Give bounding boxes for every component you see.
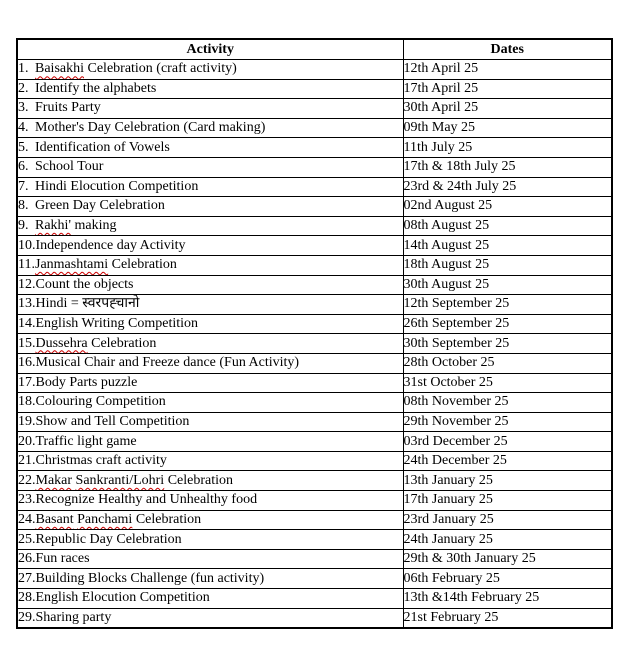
date-cell: 24th December 25 [403, 451, 612, 471]
activity-cell [17, 216, 403, 236]
activity-text: Identify the alphabets [35, 80, 157, 96]
activity-cell [17, 549, 403, 569]
row-number: 10. [18, 237, 36, 253]
activity-text: Christmas craft activity [35, 453, 167, 469]
activity-text-misspelled: Rakhi' [35, 218, 71, 234]
activity-text: Celebration (craft activity) [84, 61, 237, 77]
date-cell: 09th May 25 [403, 118, 612, 138]
table-row [17, 99, 612, 119]
activity-text-misspelled: Panchami [77, 511, 133, 527]
activity-text: Recognize Healthy and Unhealthy food [35, 492, 258, 508]
activity-text: Green Day Celebration [35, 198, 165, 214]
row-number: 16. [18, 355, 36, 371]
activity-text: Independence day Activity [35, 237, 186, 253]
table-header [17, 39, 612, 60]
activity-cell [17, 236, 403, 256]
activity-text: School Tour [35, 159, 104, 175]
activity-text: Count the objects [35, 276, 134, 292]
activity-text: Building Blocks Challenge (fun activity) [35, 570, 265, 586]
activity-cell [17, 157, 403, 177]
activity-text: Hindi Elocution Competition [35, 178, 199, 194]
activity-cell [17, 373, 403, 393]
activity-cell [17, 197, 403, 217]
activity-column-header: Activity [17, 39, 403, 60]
date-cell: 31st October 25 [403, 373, 612, 393]
activity-text: Republic Day Celebration [35, 531, 182, 547]
table-row [17, 138, 612, 158]
activity-text: Hindi = स्वरपह्चानो [35, 296, 140, 312]
activity-cell [17, 589, 403, 609]
activity-text: Celebration [87, 335, 157, 351]
table-row [17, 412, 612, 432]
activity-text: Celebration [108, 257, 177, 273]
activity-cell [17, 275, 403, 295]
row-number: 17. [18, 374, 36, 390]
dates-column-header: Dates [403, 39, 612, 60]
row-number: 5. [18, 139, 29, 155]
table-row [17, 491, 612, 511]
date-cell: 28th October 25 [403, 353, 612, 373]
activity-cell [17, 79, 403, 99]
row-number: 27. [18, 570, 36, 586]
date-cell: 11th July 25 [403, 138, 612, 158]
activity-cell [17, 451, 403, 471]
row-number: 2. [18, 80, 29, 96]
row-number: 26. [18, 551, 36, 567]
table-row [17, 216, 612, 236]
activity-cell [17, 569, 403, 589]
date-cell: 08th November 25 [403, 393, 612, 413]
row-number: 20. [18, 433, 36, 449]
activity-text: Musical Chair and Freeze dance (Fun Activity) [35, 355, 300, 371]
row-number: 7. [18, 178, 29, 194]
activity-cell [17, 608, 403, 628]
activity-text: Celebration [132, 511, 202, 527]
date-cell: 29th November 25 [403, 412, 612, 432]
table-row [17, 334, 612, 354]
table-row [17, 471, 612, 491]
date-cell: 02nd August 25 [403, 197, 612, 217]
table-row [17, 255, 612, 275]
row-number: 29. [18, 609, 36, 625]
document-page [16, 38, 613, 629]
activity-text-misspelled: Janmashtami [35, 257, 109, 273]
date-cell: 12th September 25 [403, 295, 612, 315]
row-number: 3. [18, 100, 29, 116]
activity-cell [17, 177, 403, 197]
activity-text-misspelled: Baisakhi [35, 61, 84, 77]
activity-cell [17, 295, 403, 315]
date-cell: 30th April 25 [403, 99, 612, 119]
date-cell: 17th January 25 [403, 491, 612, 511]
activity-text: Body Parts puzzle [35, 374, 138, 390]
activity-text: Celebration [164, 472, 234, 488]
date-cell: 30th August 25 [403, 275, 612, 295]
activity-cell [17, 255, 403, 275]
date-cell: 17th April 25 [403, 79, 612, 99]
row-number: 11. [18, 257, 35, 273]
row-number: 12. [18, 276, 36, 292]
row-number: 22. [18, 472, 36, 488]
date-cell: 13th &14th February 25 [403, 589, 612, 609]
activity-cell [17, 314, 403, 334]
date-cell: 23rd January 25 [403, 510, 612, 530]
row-number: 1. [18, 61, 29, 77]
activity-text: Traffic light game [35, 433, 137, 449]
row-number: 14. [18, 316, 36, 332]
table-row [17, 177, 612, 197]
activity-cell [17, 99, 403, 119]
date-cell: 30th September 25 [403, 334, 612, 354]
activity-schedule-table [16, 38, 613, 629]
date-cell: 08th August 25 [403, 216, 612, 236]
table-row [17, 314, 612, 334]
activity-cell [17, 510, 403, 530]
header-row [17, 39, 612, 60]
table-row [17, 589, 612, 609]
activity-cell [17, 432, 403, 452]
table-row [17, 530, 612, 550]
activity-cell [17, 491, 403, 511]
table-body [17, 60, 612, 629]
row-number: 21. [18, 453, 36, 469]
activity-text-misspelled: Basant [35, 511, 74, 527]
table-row [17, 510, 612, 530]
activity-text: Fruits Party [35, 100, 101, 116]
date-cell: 03rd December 25 [403, 432, 612, 452]
table-row [17, 451, 612, 471]
activity-text-misspelled: Dussehra [35, 335, 88, 351]
activity-text: making [70, 218, 117, 234]
activity-text-misspelled: Sankranti/Lohri [75, 472, 165, 488]
activity-cell [17, 118, 403, 138]
row-number: 15. [18, 335, 36, 351]
date-cell: 17th & 18th July 25 [403, 157, 612, 177]
table-row [17, 432, 612, 452]
table-row [17, 295, 612, 315]
date-cell: 23rd & 24th July 25 [403, 177, 612, 197]
row-number: 28. [18, 590, 36, 606]
row-number: 6. [18, 159, 29, 175]
table-row [17, 275, 612, 295]
table-row [17, 549, 612, 569]
activity-text: Sharing party [35, 609, 112, 625]
date-cell: 24th January 25 [403, 530, 612, 550]
activity-text: English Elocution Competition [35, 590, 210, 606]
table-row [17, 393, 612, 413]
activity-text: Identification of Vowels [35, 139, 170, 155]
table-row [17, 60, 612, 80]
activity-cell [17, 412, 403, 432]
activity-text: English Writing Competition [35, 316, 199, 332]
table-row [17, 236, 612, 256]
activity-cell [17, 530, 403, 550]
activity-cell [17, 393, 403, 413]
activity-cell [17, 60, 403, 80]
date-cell: 26th September 25 [403, 314, 612, 334]
row-number: 25. [18, 531, 36, 547]
activity-cell [17, 353, 403, 373]
row-number: 24. [18, 511, 36, 527]
activity-text: Mother's Day Celebration (Card making) [35, 120, 266, 136]
row-number: 8. [18, 198, 29, 214]
date-cell: 14th August 25 [403, 236, 612, 256]
table-row [17, 79, 612, 99]
table-row [17, 569, 612, 589]
activity-cell [17, 334, 403, 354]
date-cell: 21st February 25 [403, 608, 612, 628]
date-cell: 29th & 30th January 25 [403, 549, 612, 569]
activity-cell [17, 471, 403, 491]
activity-text-misspelled: Makar [35, 472, 73, 488]
activity-text: Show and Tell Competition [35, 413, 190, 429]
row-number: 4. [18, 120, 29, 136]
row-number: 23. [18, 492, 36, 508]
date-cell: 18th August 25 [403, 255, 612, 275]
activity-text: Fun races [35, 551, 90, 567]
table-row [17, 608, 612, 628]
activity-cell [17, 138, 403, 158]
row-number: 18. [18, 394, 36, 410]
table-row [17, 197, 612, 217]
row-number: 13. [18, 296, 36, 312]
date-cell: 12th April 25 [403, 60, 612, 80]
date-cell: 13th January 25 [403, 471, 612, 491]
table-row [17, 373, 612, 393]
activity-text: Colouring Competition [35, 394, 166, 410]
table-row [17, 118, 612, 138]
table-row [17, 353, 612, 373]
row-number: 19. [18, 413, 36, 429]
date-cell: 06th February 25 [403, 569, 612, 589]
row-number: 9. [18, 218, 29, 234]
table-row [17, 157, 612, 177]
